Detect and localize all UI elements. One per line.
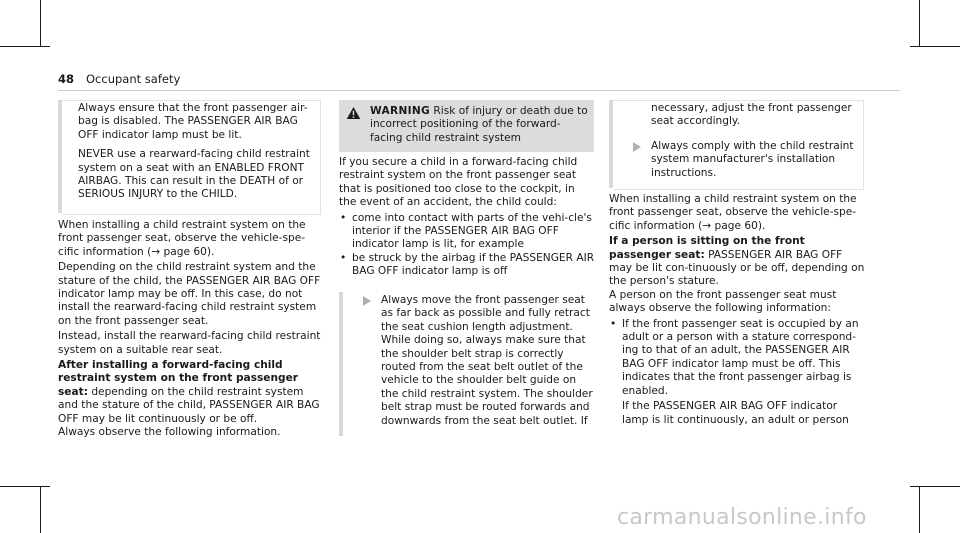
list-item [609, 318, 865, 427]
column-1-text [58, 219, 326, 440]
list-item: • be struck by the airbag if the PASSENGER AIR BAG OFF indicator lamp is off [339, 252, 595, 279]
paragraph [609, 235, 865, 289]
crop-mark [910, 46, 960, 47]
crop-mark [910, 486, 960, 487]
warning-title [370, 105, 592, 145]
header-rule [58, 90, 900, 91]
crop-mark [0, 46, 50, 47]
paragraph: Depending on the child restraint system and the stature of the child, the PASSENGER AIR BAG OFF indicator lamp may be off. In this case, do not install the rearward-facing child restraint system on the front passenger seat. [58, 261, 321, 327]
warning-body [339, 156, 595, 279]
warning-label: WARNING [370, 105, 431, 117]
tip-arrow-icon [633, 142, 641, 152]
paragraph-rest: depending on the child restraint system and the stature of the child, PASSENGER AIR BAG OFF may be lit continuously or be off. [58, 385, 320, 425]
paragraph: When installing a child restraint system on the front passenger seat, observe the vehicle-spe-cific information (→ page 60). [58, 219, 306, 258]
warning-text: Risk of injury or death due to incorrect positioning of the forward-facing child restraint system [370, 105, 588, 144]
warning-header [339, 100, 594, 152]
tip-text [381, 294, 593, 428]
safety-note [78, 102, 314, 202]
section-title: Occupant safety [86, 72, 181, 86]
page-number: 48 [58, 72, 75, 86]
crop-mark [919, 486, 920, 533]
bullet-list [609, 318, 865, 427]
note-paragraph: Always ensure that the front passenger air-bag is disabled. The PASSENGER AIR BAG OFF indicator lamp must be lit. [78, 102, 308, 141]
watermark: carmanualsonline.info [617, 505, 867, 530]
tip-text [651, 140, 857, 180]
paragraph: Instead, install the rearward-facing child restraint system on a suitable rear seat. [58, 330, 321, 356]
tip-paragraph: Always move the front passenger seat as far back as possible and fully retract the seat cushion length adjustment. While doing so, always make sure that the shoulder belt strap is correctly routed from the seat belt outlet of the vehicle to the shoulder belt guide on the child restraint system. The shoulder belt strap must be routed forwards and downwards from the seat belt outlet. If [381, 294, 593, 427]
tip-continued [651, 102, 857, 129]
paragraph: If you secure a child in a forward-facing child restraint system on the front passenger seat that is positioned too close to the cockpit, in the event of an accident, the child could: [339, 156, 578, 209]
paragraph-rest: PASSENGER AIR BAG OFF may be lit con-tinuously or be off, depending on the person's stature. [609, 248, 865, 288]
list-item: • come into contact with parts of the vehi-cle's interior if the PASSENGER AIR BAG OFF indicator lamp is lit, for example [339, 212, 595, 252]
list-item-text: If the front passenger seat is occupied by an adult or a person with a stature correspond-ing to that of an adult, the PASSENGER AIR BAG OFF indicator lamp must be off. This indicates that the front passenger airbag is enabled. [622, 317, 859, 397]
list-item-continued: If the PASSENGER AIR BAG OFF indicator lamp is lit continuously, an adult or person [622, 400, 849, 426]
crop-mark [0, 486, 50, 487]
tip-bar [339, 292, 343, 436]
bullet-list [339, 212, 595, 279]
crop-mark [40, 0, 41, 46]
column-3-text [609, 193, 865, 427]
tip-arrow-icon [363, 296, 371, 306]
bold-lead: After installing a forward-facing child restraint system on the front passenger seat: [58, 359, 299, 398]
paragraph: Always observe the following information. [58, 426, 281, 439]
crop-mark [40, 486, 41, 533]
tip-paragraph: Always comply with the child restraint system manufacturer's installation instructions. [651, 140, 854, 179]
warning-triangle-icon [346, 106, 361, 120]
paragraph: When installing a child restraint system on the front passenger seat, observe the vehicle-spe-cific information (→ page 60). [609, 193, 857, 232]
crop-mark [919, 0, 920, 46]
paragraph: A person on the front passenger seat must always observe the following information: [609, 288, 837, 315]
note-paragraph: NEVER use a rearward-facing child restraint system on a seat with an ENABLED FRONT AIRBAG. This can result in the DEATH of or SERIOUS INJURY to the CHILD. [78, 148, 310, 201]
paragraph [58, 359, 326, 426]
bold-lead: If a person is sitting on the front passenger seat: [609, 235, 805, 261]
tip-paragraph: necessary, adjust the front passenger seat accordingly. [651, 102, 852, 128]
